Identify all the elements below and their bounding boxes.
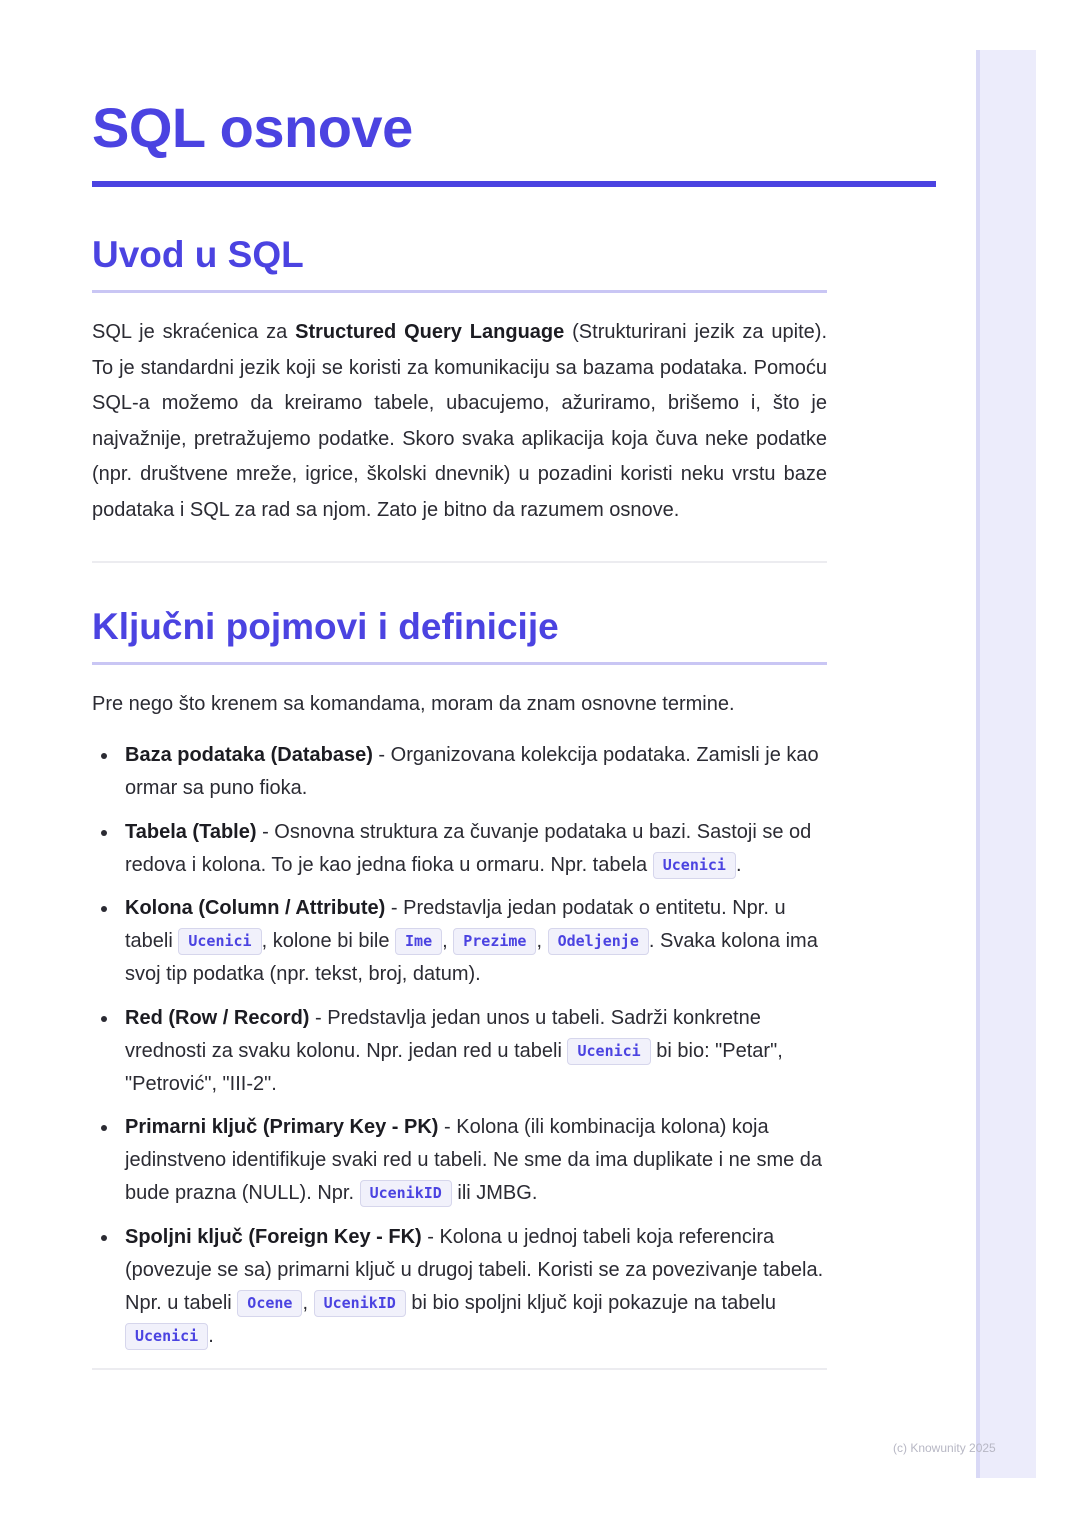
term-label: Kolona (Column / Attribute) bbox=[125, 897, 386, 919]
term-label: Primarni ključ (Primary Key - PK) bbox=[125, 1116, 439, 1138]
list-item-row bbox=[92, 1002, 827, 1101]
inline-code: Ocene bbox=[237, 1290, 302, 1317]
term-description: - Osnovna struktura za čuvanje podataka u bazi. Sastoji se od redova i kolona. To je kao jedna fioka u ormaru. Npr. tabela bbox=[125, 820, 812, 876]
title-underline bbox=[92, 181, 936, 187]
term-label: Red (Row / Record) bbox=[125, 1006, 310, 1029]
term-description: - Kolona u jednoj tabeli koja referencira (povezuje se sa) primarni ključ u drugoj tabeli. Koristi se za povezivanje tabela. Npr. u tabeli bbox=[125, 1225, 824, 1314]
inline-code: Ucenici bbox=[178, 928, 261, 955]
page-margin-panel bbox=[976, 50, 1036, 1478]
intro-bold-term: Structured Query Language bbox=[295, 321, 565, 343]
copyright-notice: (c) Knowunity 2025 bbox=[893, 1441, 996, 1455]
term-label: Tabela (Table) bbox=[125, 820, 257, 843]
list-item-database bbox=[92, 739, 827, 805]
term-description: - Predstavlja jedan podatak o entitetu. Npr. u tabeli bbox=[125, 897, 786, 952]
terms-list bbox=[92, 739, 827, 1353]
term-description: ili JMBG. bbox=[451, 1182, 538, 1204]
term-description: . Svaka kolona ima svoj tip podatka (npr. tekst, broj, datum). bbox=[125, 930, 818, 985]
inline-code: Odeljenje bbox=[548, 928, 649, 955]
section-divider bbox=[92, 1368, 827, 1370]
inline-code: Prezime bbox=[453, 928, 536, 955]
term-description: , bbox=[302, 1291, 314, 1314]
inline-code: Ucenici bbox=[125, 1323, 208, 1350]
terms-lead-paragraph: Pre nego što krenem sa komandama, moram da znam osnovne termine. bbox=[92, 693, 735, 715]
term-description: bi bio: "Petar", "Petrović", "III-2". bbox=[125, 1039, 783, 1095]
term-description: . bbox=[735, 853, 742, 876]
term-label: Spoljni ključ (Foreign Key - FK) bbox=[125, 1225, 422, 1248]
term-description: , bbox=[536, 930, 548, 952]
inline-code: Ime bbox=[395, 928, 442, 955]
section-heading-terms: Ključni pojmovi i definicije bbox=[92, 598, 827, 665]
page-title: SQL osnove bbox=[92, 96, 413, 159]
inline-code: UcenikID bbox=[360, 1180, 452, 1207]
term-description: , bbox=[442, 930, 454, 952]
list-item-column bbox=[92, 892, 827, 991]
list-item-foreign-key bbox=[92, 1221, 827, 1353]
inline-code: Ucenici bbox=[567, 1038, 650, 1065]
section-divider bbox=[92, 561, 827, 563]
term-description: - Kolona (ili kombinacija kolona) koja jedinstveno identifikuje svaki red u tabeli. Ne sme da ima duplikate i ne sme da bude prazna (NULL). Npr. bbox=[125, 1116, 823, 1204]
term-description: - Predstavlja jedan unos u tabeli. Sadrži konkretne vrednosti za svaku kolonu. Npr. jedan red u tabeli bbox=[125, 1006, 761, 1062]
intro-paragraph bbox=[92, 315, 827, 528]
term-label: Baza podataka (Database) bbox=[125, 744, 373, 766]
list-item-table bbox=[92, 816, 827, 882]
term-description: - Organizovana kolekcija podataka. Zamisli je kao ormar sa puno fioka. bbox=[125, 744, 819, 799]
term-description: bi bio spoljni ključ koji pokazuje na tabelu bbox=[405, 1291, 777, 1314]
intro-text: SQL je skraćenica za bbox=[92, 321, 296, 343]
term-description: , kolone bi bile bbox=[261, 930, 396, 952]
intro-text: (Strukturirani jezik za upite). To je standardni jezik koji se koristi za komunikaciju sa bazama podataka. Pomoću SQL-a možemo da kreiramo tabele, ubacujemo, ažuriramo, brišemo i, što je najvažnije, pretražujemo podatke. Skoro svaka aplikacija koja čuva neke podatke (npr. društvene mreže, igrice, školski dnevnik) u pozadini koristi neku vrstu baze podataka i SQL za rad sa njom. Zato je bitno da razumem osnove. bbox=[92, 321, 827, 521]
document-body bbox=[92, 226, 827, 1370]
inline-code: UcenikID bbox=[314, 1290, 406, 1317]
inline-code: Ucenici bbox=[653, 852, 736, 879]
section-heading-intro: Uvod u SQL bbox=[92, 226, 827, 293]
list-item-primary-key bbox=[92, 1111, 827, 1210]
term-description: . bbox=[208, 1324, 214, 1347]
